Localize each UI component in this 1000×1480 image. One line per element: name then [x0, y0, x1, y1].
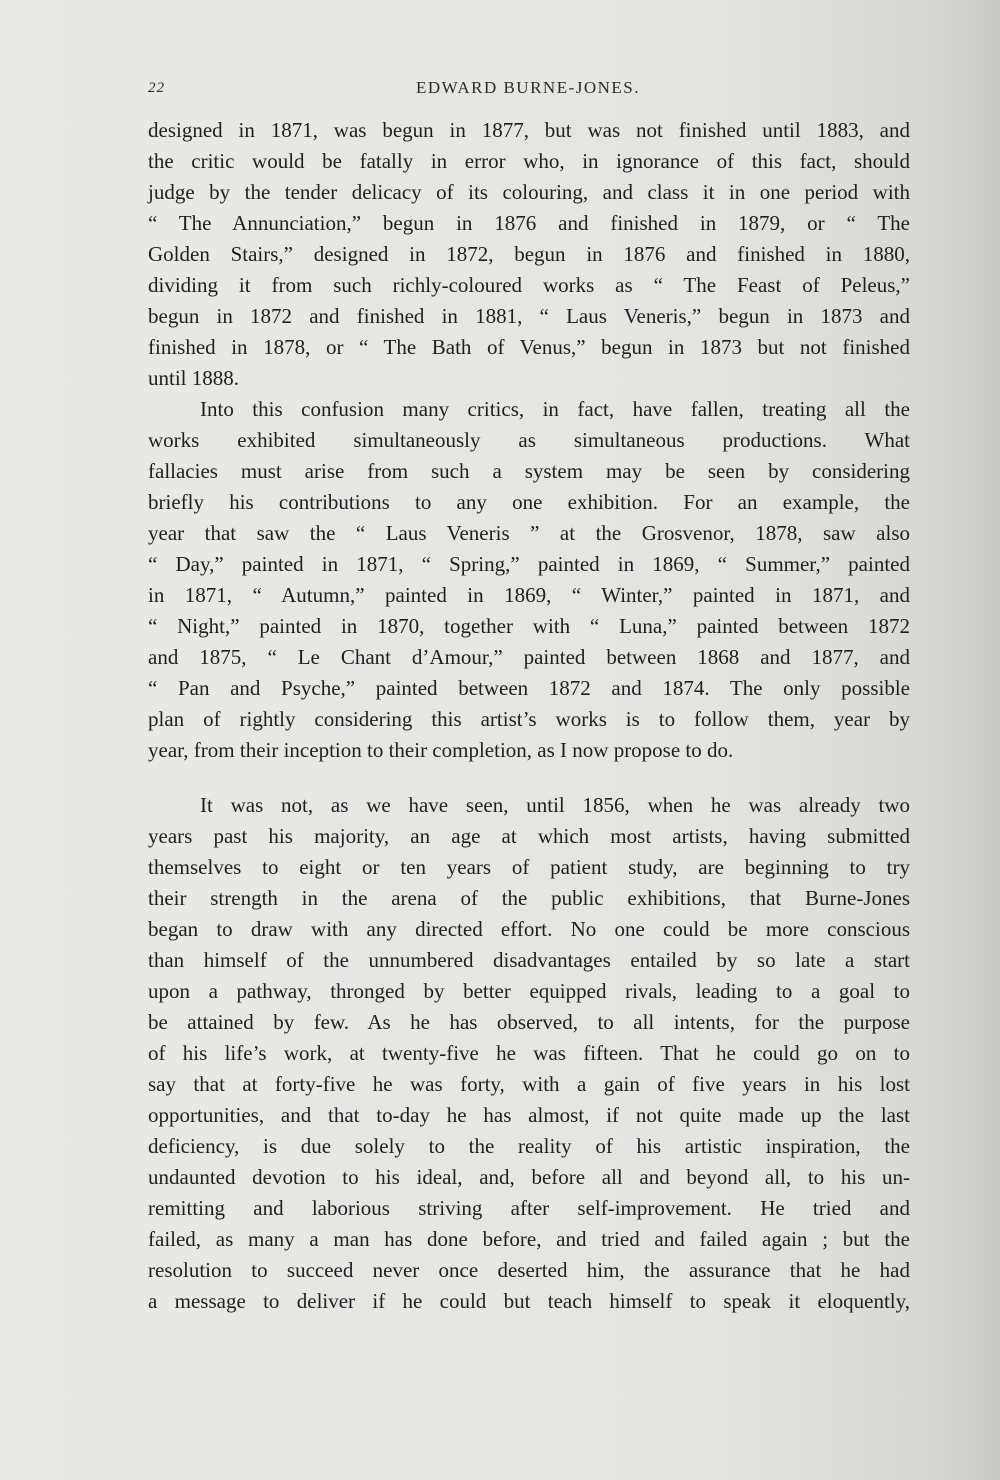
text-line: begun in 1872 and finished in 1881, “ Laus Veneris,” begun in 1873 and: [148, 304, 910, 328]
text-line: upon a pathway, thronged by better equipped rivals, leading to a goal to: [148, 979, 910, 1003]
text-line: judge by the tender delicacy of its colouring, and class it in one period with: [148, 180, 910, 204]
text-line: fallacies must arise from such a system may be seen by considering: [148, 459, 910, 483]
text-line: than himself of the unnumbered disadvantages entailed by so late a start: [148, 948, 910, 972]
text-line: deficiency, is due solely to the reality of his artistic inspiration, the: [148, 1134, 910, 1158]
text-line: finished in 1878, or “ The Bath of Venus,” begun in 1873 but not finished: [148, 335, 910, 359]
section-break: [148, 766, 910, 790]
text-line: year that saw the “ Laus Veneris ” at the Grosvenor, 1878, saw also: [148, 521, 910, 545]
text-line: “ Day,” painted in 1871, “ Spring,” painted in 1869, “ Summer,” painted: [148, 552, 910, 576]
paragraph-2: [148, 394, 910, 766]
paragraph-1: [148, 115, 910, 394]
text-line: remitting and laborious striving after self-improvement. He tried and: [148, 1196, 910, 1220]
text-line: themselves to eight or ten years of patient study, are beginning to try: [148, 855, 910, 879]
text-line: “ Pan and Psyche,” painted between 1872 and 1874. The only possible: [148, 676, 910, 700]
text-line: resolution to succeed never once deserted him, the assurance that he had: [148, 1258, 910, 1282]
text-line: Into this confusion many critics, in fact, have fallen, treating all the: [200, 397, 910, 421]
text-line: It was not, as we have seen, until 1856, when he was already two: [200, 793, 910, 817]
text-line: be attained by few. As he has observed, to all intents, for the purpose: [148, 1010, 910, 1034]
text-line: dividing it from such richly-coloured works as “ The Feast of Peleus,”: [148, 273, 910, 297]
text-line: “ Night,” painted in 1870, together with “ Luna,” painted between 1872: [148, 614, 910, 638]
text-line: a message to deliver if he could but teach himself to speak it eloquently,: [148, 1289, 910, 1313]
text-line: in 1871, “ Autumn,” painted in 1869, “ Winter,” painted in 1871, and: [148, 583, 910, 607]
text-line: until 1888.: [148, 366, 240, 390]
text-line: began to draw with any directed effort. No one could be more conscious: [148, 917, 910, 941]
text-line: works exhibited simultaneously as simultaneous productions. What: [148, 428, 910, 452]
paragraph-3: [148, 790, 910, 1317]
text-line: year, from their inception to their completion, as I now propose to do.: [148, 738, 734, 762]
text-line: and 1875, “ Le Chant d’Amour,” painted between 1868 and 1877, and: [148, 645, 910, 669]
text-line: say that at forty-five he was forty, with a gain of five years in his lost: [148, 1072, 910, 1096]
text-line: briefly his contributions to any one exhibition. For an example, the: [148, 490, 910, 514]
text-line: failed, as many a man has done before, and tried and failed again ; but the: [148, 1227, 910, 1251]
text-line: years past his majority, an age at which most artists, having submitted: [148, 824, 910, 848]
text-line: their strength in the arena of the public exhibitions, that Burne-Jones: [148, 886, 910, 910]
page-number: 22: [148, 80, 165, 96]
body-text: [148, 115, 910, 1317]
text-line: of his life’s work, at twenty-five he was fifteen. That he could go on to: [148, 1041, 910, 1065]
text-line: designed in 1871, was begun in 1877, but was not finished until 1883, and: [148, 118, 910, 142]
text-line: undaunted devotion to his ideal, and, before all and beyond all, to his un-: [148, 1165, 910, 1189]
text-line: “ The Annunciation,” begun in 1876 and finished in 1879, or “ The: [148, 211, 910, 235]
text-line: Golden Stairs,” designed in 1872, begun in 1876 and finished in 1880,: [148, 242, 910, 266]
text-line: plan of rightly considering this artist’s works is to follow them, year by: [148, 707, 910, 731]
page-header: [148, 78, 908, 102]
text-line: opportunities, and that to-day he has almost, if not quite made up the last: [148, 1103, 910, 1127]
text-line: the critic would be fatally in error who, in ignorance of this fact, should: [148, 149, 910, 173]
running-head: EDWARD BURNE-JONES.: [416, 78, 640, 97]
